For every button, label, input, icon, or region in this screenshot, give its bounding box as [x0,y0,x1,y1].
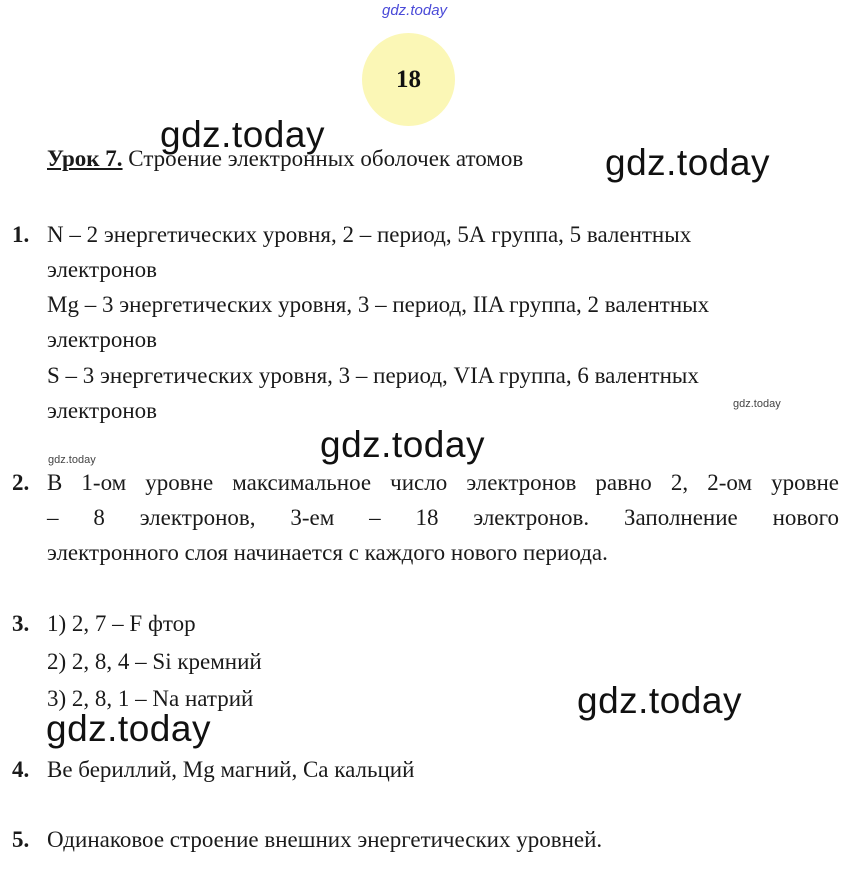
lesson-title [47,146,523,172]
item-1-line-3: Mg – 3 энергетических уровня, 3 – период, IIA группа, 2 валентных [47,292,710,317]
item-number-4: 4. [12,757,30,782]
item-1-line-2: электронов [47,257,158,282]
watermark-2: gdz.today [605,142,770,183]
page-number-badge [362,33,455,126]
watermark-1: gdz.today [160,114,325,155]
watermark-top: gdz.today [382,2,448,19]
watermark-4: gdz.today [577,680,742,721]
watermark-small-1: gdz.today [733,398,781,410]
item-2-line-2: – 8 электронов, 3-ем – 18 электронов. Заполнение нового [47,505,839,530]
watermark-small-2: gdz.today [48,454,96,466]
item-number-5: 5. [12,827,30,852]
item-2-line-1: В 1-ом уровне максимальное число электронов равно 2, 2-ом уровне [47,470,839,495]
item-1-line-1: N – 2 энергетических уровня, 2 – период, 5А группа, 5 валентных [47,222,692,247]
page-number: 18 [396,65,421,93]
item-1-line-6: электронов [47,398,158,423]
item-number-3: 3. [12,611,30,636]
item-3-line-1: 1) 2, 7 – F фтор [47,611,196,636]
lesson-label: Урок 7. [47,146,123,171]
lesson-title-text: Строение электронных оболочек атомов [122,146,524,171]
item-2-line-3: электронного слоя начинается с каждого нового периода. [47,540,608,565]
item-3-line-3: 3) 2, 8, 1 – Na натрий [47,686,254,711]
watermark-5: gdz.today [46,708,211,749]
item-4-line-1: Ве бериллий, Mg магний, Са кальций [47,757,415,782]
item-5-line-1: Одинаковое строение внешних энергетических уровней. [47,827,603,852]
item-1-line-4: электронов [47,327,158,352]
item-number-2: 2. [12,470,30,495]
item-number-1: 1. [12,222,30,247]
item-1-line-5: S – 3 энергетических уровня, 3 – период, VIA группа, 6 валентных [47,363,699,388]
watermark-3: gdz.today [320,424,485,465]
item-3-line-2: 2) 2, 8, 4 – Si кремний [47,649,262,674]
